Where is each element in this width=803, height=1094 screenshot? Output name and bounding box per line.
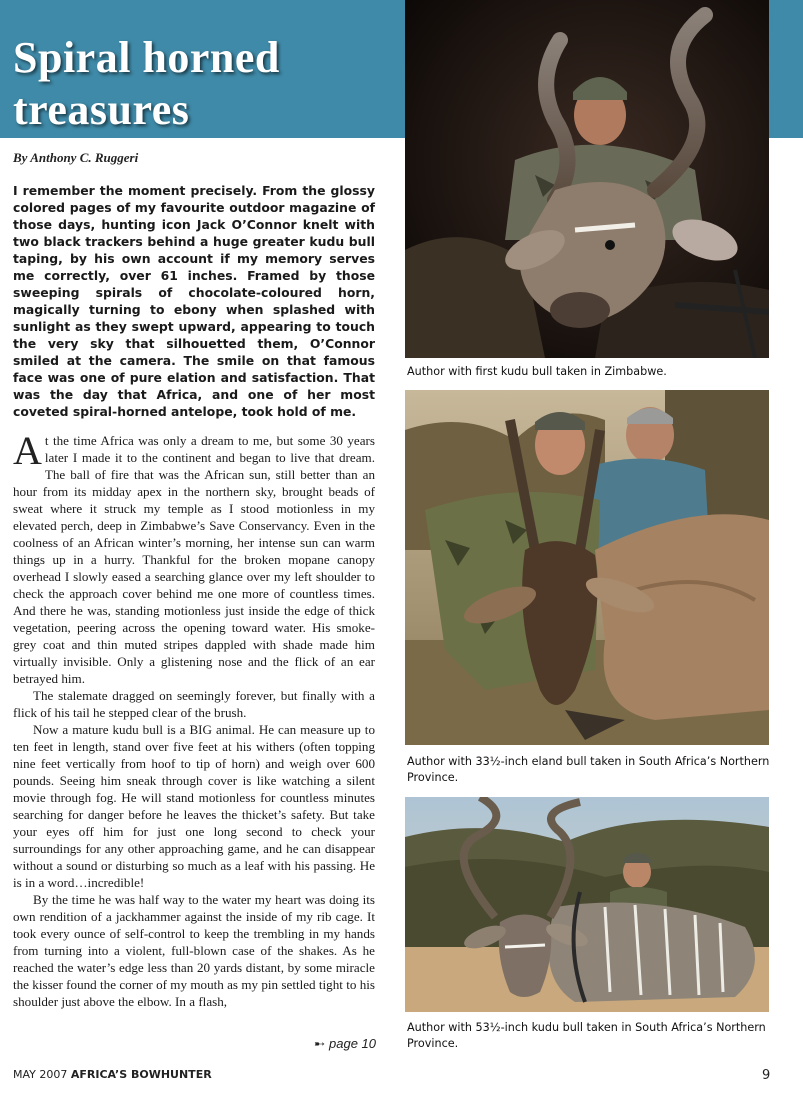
continued-label: page 10 [329, 1036, 376, 1051]
photo-eland [405, 390, 769, 745]
title-line-2: treasures [13, 85, 190, 134]
photo-caption-2: Author with 33½-inch eland bull taken in South Africa’s Northern Province. [407, 755, 770, 784]
page-number: 9 [762, 1068, 771, 1083]
banner-strip [772, 0, 803, 138]
footer-issue [13, 1068, 212, 1081]
photo-kudu-zimbabwe [405, 0, 769, 358]
title-line-1: Spiral horned [13, 33, 280, 82]
drop-cap: A [13, 428, 42, 473]
body-paragraph-1 [13, 428, 375, 687]
photo-kudu-south-africa [405, 797, 769, 1012]
body-paragraph-2: The stalemate dragged on seemingly forever, but finally with a flick of his tail he stepped clear of the brush. [13, 688, 375, 720]
photo-caption-3: Author with 53½-inch kudu bull taken in South Africa’s Northern Province. [407, 1021, 766, 1050]
body-paragraph-3: Now a mature kudu bull is a BIG animal. He can measure up to ten feet in length, stand over five feet at his withers (often topping nine feet vertically from hoof to tip of horn) and weigh over 600 pounds. Seeing him sneak through cover is like watching a silent movie through fog. He will stand motionless for countless minutes searching for danger before he leaves the thicket’s safety. But take your eyes off him for just one long second to check your surroundings for any other approaching game, and he can disappear without a sound or disturbing so much as a leaf with his passing. He is in a word…incredible! [13, 722, 375, 890]
article-title [13, 32, 398, 136]
article-body [13, 428, 375, 1010]
photo-caption-1: Author with first kudu bull taken in Zimbabwe. [407, 365, 667, 378]
body-paragraph-1-text: t the time Africa was only a dream to me, but some 30 years later I made it to the continent and began to live that dream. The ball of fire that was the African sun, still better than an hour from its midday apex in the northern sky, brought beads of sweat where it struck my temple as I stood motionless in my elevated perch, deep in Zimbabwe’s Save Conservancy. Even in the coolness of an African winter’s morning, her intense sun can warm things up in a hurry. Thankful for the broken mopane canopy overhead I slowly eased a searching glance over my left shoulder to check the approach cover behind me one more of countless times. And there he was, standing motionless just inside the edge of thick vegetation, peering across the opening toward water. His smoke-grey coat and thin muted stripes dappled with shade made him virtually invisible. Only a glistening nose and the flick of an ear betrayed him. [13, 433, 375, 686]
continued-arrow-icon: ➸ [314, 1036, 325, 1051]
footer-magazine: AFRICA’S BOWHUNTER [70, 1068, 212, 1081]
body-paragraph-4: By the time he was half way to the water my heart was doing its own rendition of a jackhammer against the inside of my rib cage. It took every ounce of self-control to keep the trembling in my hands from turning into a violent, full-blown case of the shakes. As he reached the water’s edge less than 20 yards distant, by some miracle the kisser found the corner of my mouth as my pin settled tight to his shoulder just above the elbow. In a flash, [13, 892, 375, 1009]
byline: By Anthony C. Ruggeri [13, 150, 139, 165]
continued-on-link[interactable] [296, 1036, 376, 1052]
lead-paragraph: I remember the moment precisely. From the glossy colored pages of my favourite outdoor magazine of those days, hunting icon Jack O’Connor knelt with two black trackers behind a huge greater kudu bull taping, by his own account if my memory serves me correctly, over 61 inches. Framed by those sweeping spirals of chocolate-coloured horn, magically turning to ebony when splashed with sunlight as they swept upward, appearing to touch the very sky that silhouetted them, O’Connor smiled at the camera. The smile on that famous face was one of pure elation and satisfaction. That was the day that Africa, and one of her most coveted spiral-horned antelope, took hold of me. [13, 183, 375, 419]
footer-date: MAY 2007 [13, 1068, 68, 1081]
